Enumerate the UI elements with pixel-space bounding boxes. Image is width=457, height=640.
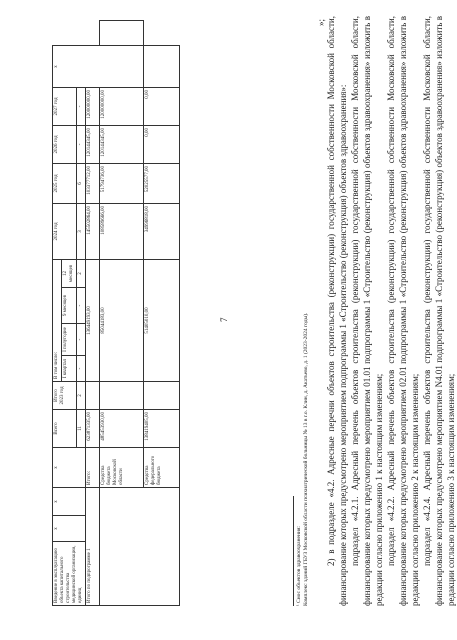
- cell-including: 51405010,00: [144, 259, 180, 381]
- header-2024: 2024 год: [53, 203, 77, 259]
- header-9m: 9 месяцев: [62, 288, 77, 324]
- num-cell: -: [77, 87, 86, 125]
- header-x: x: [53, 45, 144, 87]
- num-cell: 3: [77, 203, 86, 259]
- cell-2027: 120000000,00: [86, 87, 100, 125]
- closing-quote: »;: [316, 18, 326, 26]
- cell-2025: 51794736,00: [100, 163, 144, 203]
- cell-2026: 120144345,00: [86, 125, 100, 163]
- num-cell: 11: [77, 410, 86, 448]
- header-including: В том числе:: [53, 259, 62, 381]
- table-header-row: [53, 20, 62, 605]
- header-x: x: [53, 516, 86, 542]
- paragraph: подраздел «4.2.4. Адресный перечень объектов строительства (реконструкции) государственной собственности Московской области, финансирование которых предусмотрено мероприятием N4.01 подпрограммы 1 «Строительство (реконструкция) объектов здравоохранения» изложить в редакции согласно приложению 3 к настоящим изменениям;: [422, 16, 456, 606]
- header-x: x: [53, 448, 86, 488]
- header-total-2023: Итого 2023 год: [53, 382, 77, 410]
- num-cell: -: [77, 288, 86, 324]
- cell-2027: 0,00: [144, 87, 180, 125]
- header-total: Всего: [53, 410, 77, 448]
- row-source: Средства бюджета Московской области: [100, 448, 144, 488]
- row-source: Средства федерального бюджета: [144, 448, 180, 488]
- footnote-line: Комплекс зданий ГБУЗ Московской области психиатрической больницы № 13 в г.о. Клин, д. Акатьево, д. 1 (2023-2024 годы).: [303, 312, 309, 606]
- num-cell: 2: [77, 382, 86, 410]
- cell-total: 138419405,00: [144, 410, 180, 448]
- cell-2025: 52025577,00: [144, 163, 180, 203]
- cell-2026: 120144345,00: [100, 125, 144, 163]
- cell-2024: 34996818,00: [144, 203, 180, 259]
- num-cell: 6: [77, 163, 86, 203]
- page-number: 7: [219, 317, 229, 322]
- num-cell: 2: [77, 259, 86, 287]
- paragraph: подраздел «4.2.1. Адресный перечень объектов строительства (реконструкции) государственной собственности Московской области, финансирование которых предусмотрено мероприятием 01.01 подпрограммы 1 «Строительство (реконструкция) объектов здравоохранения» изложить в редакции согласно приложению 1 к настоящим изменениям;: [350, 16, 384, 606]
- amendment-text: [325, 16, 457, 606]
- cell-2024: 108589666,00: [100, 203, 144, 259]
- footnote-line: ¹ Снос объектов здравоохранения:: [296, 526, 302, 606]
- cell-including: 136449193,00: [86, 259, 100, 381]
- header-2026: 2026 год: [53, 125, 77, 163]
- paragraph: подраздел «4.2.2. Адресный перечень объектов строительства (реконструкции) государственной собственности Московской области, финансирование которых предусмотрено мероприятием 02.01 подпрограммы 1 «Строительство (реконструкция) объектов здравоохранения» изложить в редакции согласно приложению 2 к настоящим изменениям;: [386, 16, 420, 606]
- header-2025: 2025 год: [53, 163, 77, 203]
- cell-2024: 145502864,00: [86, 203, 100, 259]
- cell-2027: 120000000,00: [100, 87, 144, 125]
- table-row: [86, 20, 100, 605]
- num-cell: -: [77, 356, 86, 382]
- footnote-rule: [293, 496, 294, 606]
- row-kind: Итого:: [86, 448, 100, 488]
- header-12m: 12 месяцев: [62, 259, 77, 287]
- num-cell: -: [77, 125, 86, 163]
- header-h1: I полугодие: [62, 324, 77, 356]
- header-2027: 2027 год: [53, 87, 77, 125]
- cell-including: 85044183,00: [100, 259, 144, 381]
- cell-2026: 0,00: [144, 125, 180, 163]
- header-x: x: [53, 488, 86, 516]
- subprogram-total-label: Итого по подпрограмме 1: [86, 488, 100, 606]
- table-row: [100, 20, 144, 605]
- cell-2025: 103377712,00: [86, 163, 100, 203]
- cell-total: 485453930,00: [100, 410, 144, 448]
- financing-table: [52, 20, 180, 606]
- paragraph: 2) в подразделе «4.2. Адресные перечни объектов строительства (реконструкции) государственной собственности Московской области, финансирование которых предусмотрено мероприятием подпрограммы 1 «Строительство (реконструкция) объектов здравоохранения»:: [326, 16, 348, 606]
- header-object-name: Введение в эксплуатацию объекта капитального строительства медицинской организации, единиц: [53, 542, 86, 606]
- cell-total: 623871335,00: [86, 410, 100, 448]
- cell-total-2023: [86, 382, 100, 410]
- header-q1: I квартал: [62, 356, 77, 382]
- num-cell: -: [77, 324, 86, 356]
